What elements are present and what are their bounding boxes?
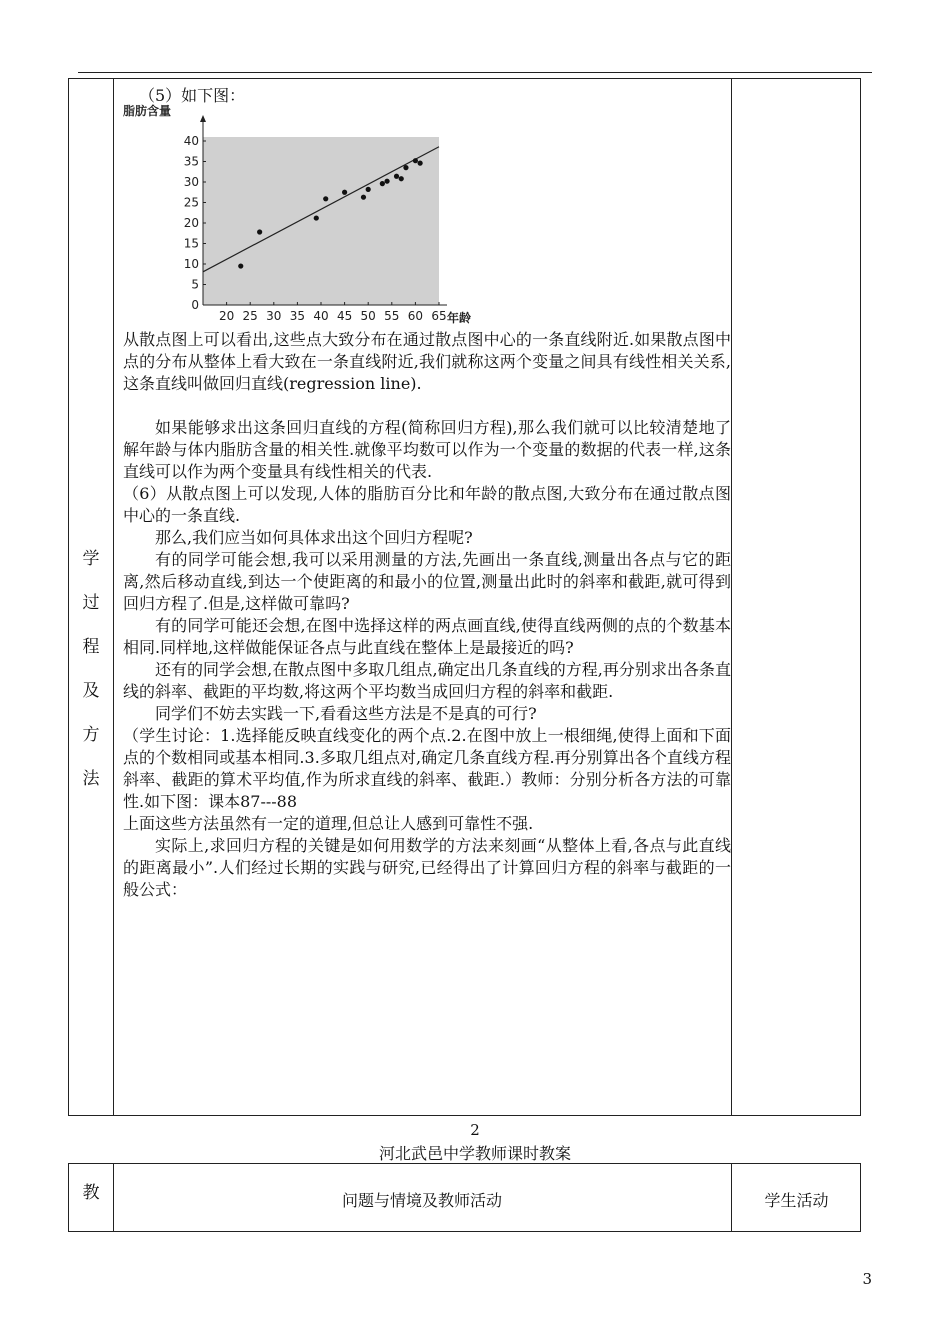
x-tick-label: 45 xyxy=(336,309,353,323)
paragraph: （学生讨论：1.选择能反映直线变化的两个点.2.在图中放上一根细绳,使得上面和下面点的个数相同或基本相同.3.多取几组点对,确定几条直线方程.再分别算出各个直线方程斜率、截距的算术平均值,作为所求直线的斜率、截距.）教师：分别分析各方法的可靠性.如下图：课本87---88 xyxy=(123,726,731,811)
data-point xyxy=(314,215,319,220)
y-tick-label: 5 xyxy=(191,277,199,292)
blank-line xyxy=(123,395,731,417)
page-number: 3 xyxy=(862,1270,872,1288)
section-label-char: 及 xyxy=(82,681,100,701)
y-axis-label: 脂肪含量 xyxy=(123,104,172,118)
data-point xyxy=(238,263,243,268)
header-table xyxy=(68,1163,861,1232)
paragraph: 还有的同学会想,在散点图中多取几组点,确定出几条直线的方程,再分别求出各条直线的斜率、截距的平均数,将这两个平均数当成回归方程的斜率和截距. xyxy=(123,660,731,701)
section-label-char: 方 xyxy=(82,725,100,745)
data-point xyxy=(418,161,423,166)
y-tick-label: 30 xyxy=(183,175,199,189)
paragraph: 有的同学可能还会想,在图中选择这样的两点画直线,使得直线两侧的点的个数基本相同.同样地,这样做能保证各点与此直线在整体上是最接近的吗? xyxy=(123,616,731,657)
data-point xyxy=(323,196,328,201)
data-point xyxy=(413,158,418,163)
x-tick-label: 20 xyxy=(218,309,235,323)
school-title: 河北武邑中学教师课时教案 xyxy=(378,1144,571,1163)
column-divider xyxy=(731,79,732,1115)
data-point xyxy=(399,176,404,181)
paragraph: 同学们不妨去实践一下,看看这些方法是不是真的可行? xyxy=(155,704,537,723)
data-point xyxy=(257,229,262,234)
x-tick-label: 30 xyxy=(266,309,282,323)
x-tick-label: 35 xyxy=(289,309,306,323)
y-axis-arrow xyxy=(200,115,206,122)
y-tick-label: 40 xyxy=(183,134,199,148)
item-5-label: （5）如下图： xyxy=(139,86,246,105)
paragraph: 实际上,求回归方程的关键是如何用数学的方法来刻画“从整体上看,各点与此直线的距离最小”.人们经过长期的实践与研究,已经得出了计算回归方程的斜率与截距的一般公式： xyxy=(123,836,731,899)
x-tick-label: 60 xyxy=(407,309,424,323)
section-label-char: 过 xyxy=(82,593,100,613)
data-point xyxy=(366,187,371,192)
paragraph: 上面这些方法虽然有一定的道理,但总让人感到可靠性不强. xyxy=(123,814,534,833)
x-tick-label: 55 xyxy=(384,309,400,323)
header-cell-student-activity: 学生活动 xyxy=(764,1191,829,1210)
paragraph: 从散点图上可以看出,这些点大致分布在通过散点图中心的一条直线附近.如果散点图中点的分布从整体上看大致在一条直线附近,我们就称这两个变量之间具有线性相关关系,这条直线叫做回归直线(regression line). xyxy=(123,330,731,393)
scatter-chart xyxy=(123,104,472,329)
lesson-content xyxy=(123,85,731,901)
data-point xyxy=(361,195,366,200)
column-divider xyxy=(113,79,114,1115)
data-point xyxy=(380,181,385,186)
lesson-table xyxy=(68,78,861,1116)
data-point xyxy=(342,190,347,195)
paragraph: 那么,我们应当如何具体求出这个回归方程呢? xyxy=(155,528,473,547)
section-label-char: 学 xyxy=(82,549,100,569)
paragraph: 如果能够求出这条回归直线的方程(简称回归方程),那么我们就可以比较清楚地了解年龄与体内脂肪含量的相关性.就像平均数可以作为一个变量的数据的代表一样,这条直线可以作为两个变量具有线性相关的代表. xyxy=(123,418,731,481)
x-axis-label: 年龄 xyxy=(447,311,472,325)
header-cell-teach: 教 xyxy=(82,1183,100,1203)
header-cell-problems: 问题与情境及教师活动 xyxy=(341,1191,502,1210)
section-label-char: 法 xyxy=(82,769,100,789)
y-tick-label: 15 xyxy=(183,236,199,251)
plot-background xyxy=(203,137,439,305)
top-rule xyxy=(78,72,872,73)
paragraph: （6）从散点图上可以发现,人体的脂肪百分比和年龄的散点图,大致分布在通过散点图中心的一条直线. xyxy=(123,484,731,525)
x-tick-label: 50 xyxy=(360,309,376,323)
y-tick-label: 35 xyxy=(183,154,199,169)
x-tick-label: 40 xyxy=(313,309,329,323)
data-point xyxy=(394,174,399,179)
y-tick-label: 20 xyxy=(183,216,199,230)
x-tick-label: 25 xyxy=(242,309,258,323)
y-tick-label: 0 xyxy=(191,298,199,312)
y-tick-label: 25 xyxy=(183,195,199,210)
data-point xyxy=(403,165,408,170)
section-label xyxy=(69,549,113,813)
paragraph-list xyxy=(123,329,731,901)
section-label-char: 程 xyxy=(82,637,100,657)
data-point xyxy=(384,179,389,184)
inner-page-number: 2 xyxy=(470,1121,480,1139)
x-tick-label: 65 xyxy=(431,309,447,323)
paragraph: 有的同学可能会想,我可以采用测量的方法,先画出一条直线,测量出各点与它的距离,然后移动直线,到达一个使距离的和最小的位置,测量出此时的斜率和截距,就可得到回归方程了.但是,这样做可靠吗? xyxy=(123,550,731,613)
y-tick-label: 10 xyxy=(183,257,199,271)
